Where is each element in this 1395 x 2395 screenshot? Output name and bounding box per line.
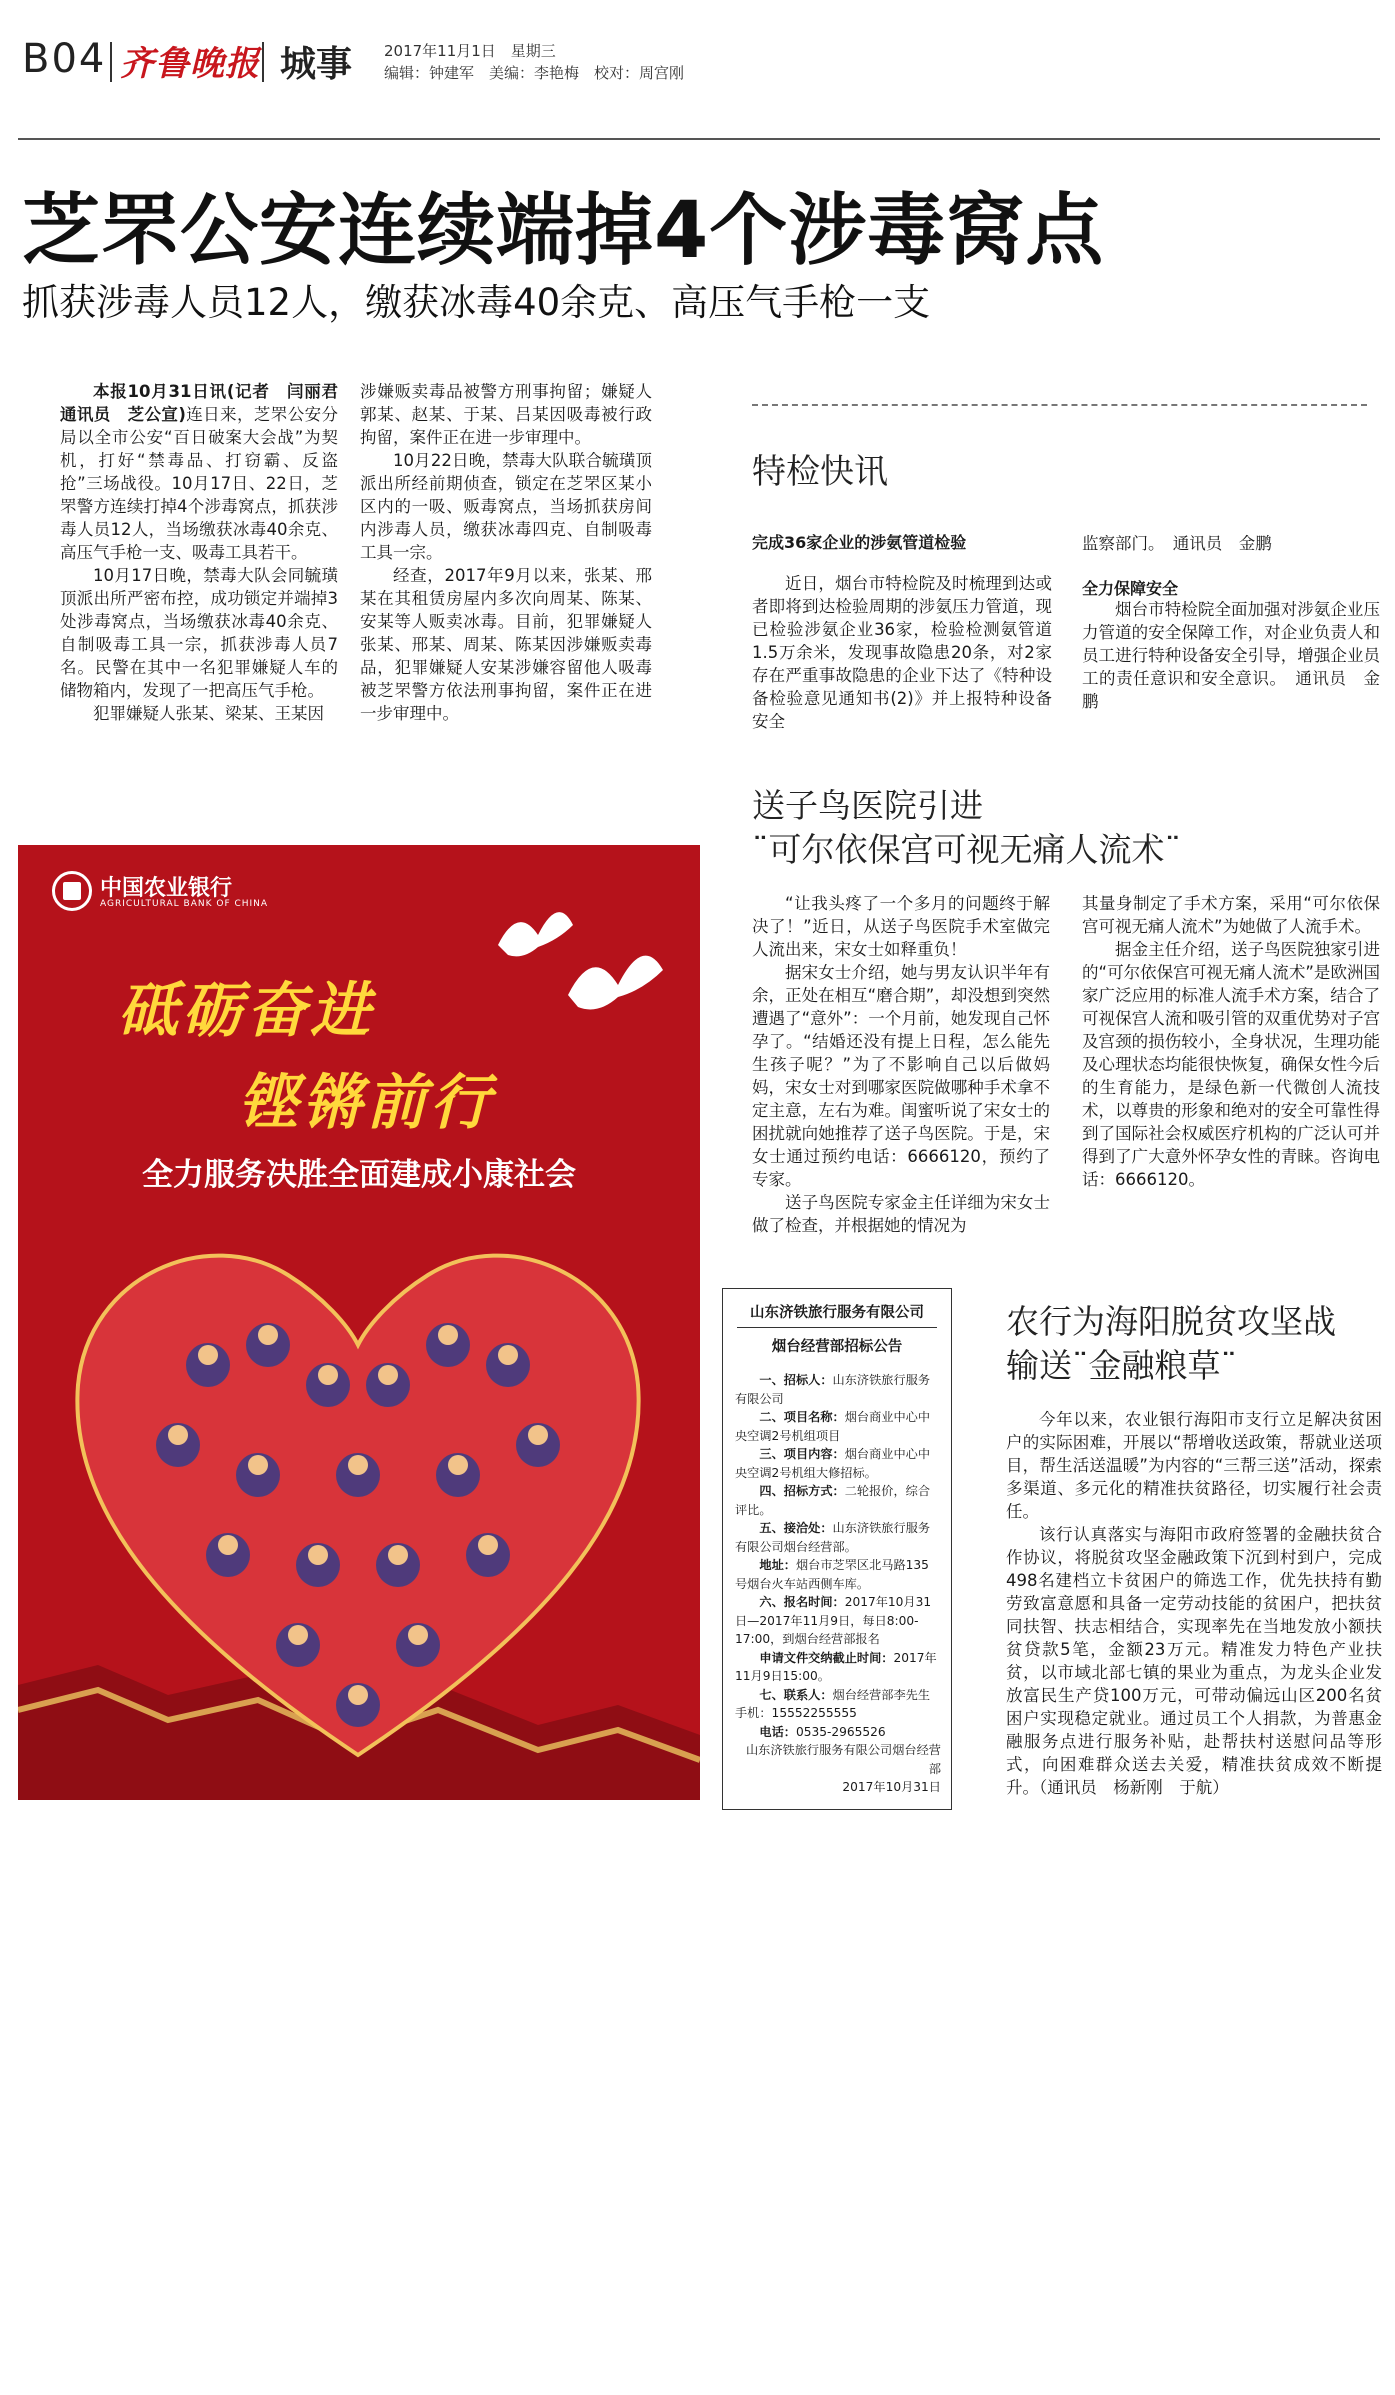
notice-item-label: 申请文件交纳截止时间： — [759, 1650, 894, 1665]
hospital-column-1 — [752, 892, 1050, 1237]
article-paragraph: 据金主任介绍，送子鸟医院独家引进的“可尔依保宫可视无痛人流术”是欧洲国家广泛应用的标准人流手术方案，结合了可视保宫人流和吸引管的双重优势对子宫及宫颈的损伤较小，全身状况，生理功能及心理状态均能很快恢复，确保女性今后的生育能力，是绿色新一代微创人流技术，以尊贵的形象和绝对的安全可靠性得到了国际社会权威医疗机构的广泛认可并得到了广大意外怀孕女性的青睐。咨询电话：6666120。 — [1082, 940, 1380, 1189]
article-paragraph: 10月17日晚，禁毒大队会同毓璜顶派出所严密布控，成功锁定并端掉3处涉毒窝点，当场缴获冰毒40余克、自制吸毒工具一宗，抓获涉毒人员7名。民警在其中一名犯罪嫌疑人车的储物箱内，发现了一把高压气手枪。 — [60, 566, 338, 700]
notice-body — [735, 1371, 941, 1797]
article-paragraph: 10月22日晚，禁毒大队联合毓璜顶派出所经前期侦查，锁定在芝罘区某小区内的一吸、贩毒窝点，当场抓获房间内涉毒人员，缴获冰毒四克、自制吸毒工具一宗。 — [360, 451, 652, 562]
abc-headline-line-1: 农行为海阳脱贫攻坚战 — [1006, 1302, 1336, 1341]
masthead-divider — [262, 42, 264, 82]
article-paragraph: 送子鸟医院专家金主任详细为宋女士做了检查，并根据她的情况为 — [752, 1193, 1050, 1235]
doves-icon — [478, 885, 668, 1045]
lead-headline: 芝罘公安连续端掉4个涉毒窝点 — [22, 186, 1105, 276]
newspaper-name: 齐鲁晚报 — [120, 44, 260, 84]
notice-item-text: 2017年10月31日—2017年11月9日，每日8:00-17:00，到烟台经营部报名 — [735, 1595, 932, 1646]
tender-notice — [722, 1288, 952, 1810]
article-paragraph: 烟台市特检院全面加强对涉氨企业压力管道的安全保障工作，对企业负责人和员工进行特种设备安全引导，增强企业员工的责任意识和安全意识。 通讯员 金鹏 — [1082, 600, 1380, 711]
notice-signature: 山东济铁旅行服务有限公司烟台经营部 — [746, 1743, 941, 1776]
notice-rule — [737, 1327, 937, 1328]
tejian-subheading: 完成36家企业的涉氨管道检验 — [752, 533, 967, 552]
notice-item — [735, 1723, 941, 1742]
notice-company: 山东济铁旅行服务有限公司 — [750, 1305, 924, 1321]
notice-item-label: 七、联系人： — [759, 1687, 833, 1702]
notice-item-label: 二、项目名称： — [759, 1410, 845, 1424]
ad-subslogan: 全力服务决胜全面建成小康社会 — [142, 1157, 576, 1193]
notice-item-label: 三、项目内容： — [759, 1447, 845, 1461]
lead-paragraph — [60, 380, 355, 564]
notice-item — [735, 1649, 941, 1686]
hospital-headline-line-1: 送子鸟医院引进 — [752, 786, 983, 825]
ad-slogan-line-2: 铿锵前行 — [238, 1068, 494, 1138]
article-paragraph: 据宋女士介绍，她与男友认识半年有余，正处在相互“磨合期”，却没想到突然遭遇了“意外”：一个月前，她发现自己怀孕了。“结婚还没有提上日程，怎么能先生孩子呢？”为了不影响自己以后做妈妈，宋女士对到哪家医院做哪种手术拿不定主意，左右为难。闺蜜听说了宋女士的困扰就向她推荐了送子鸟医院。于是，宋女士通过预约电话：6666120，预约了专家。 — [752, 963, 1050, 1189]
article-paragraph: 经查，2017年9月以来，张某、邢某在其租赁房屋内多次向周某、陈某、安某等人贩卖冰毒。目前，犯罪嫌疑人张某、邢某、周某、陈某因涉嫌贩卖毒品，犯罪嫌疑人安某涉嫌容留他人吸毒被芝罘警方依法刑事拘留，案件正在进一步审理中。 — [360, 566, 652, 723]
tejian-column-1 — [752, 572, 1052, 733]
article-paragraph: 犯罪嫌疑人张某、梁某、王某因 — [93, 704, 324, 723]
notice-item-label: 一、招标人： — [759, 1373, 833, 1387]
section-name: 城事 — [280, 44, 353, 85]
notice-item-text: 二轮报价，综合评比。 — [735, 1484, 931, 1517]
article-paragraph: 涉嫌贩卖毒品被警方刑事拘留；嫌疑人郭某、赵某、于某、吕某因吸毒被行政拘留，案件正在进一步审理中。 — [360, 382, 652, 447]
article-paragraph: 今年以来，农业银行海阳市支行立足解决贫困户的实际困难，开展以“帮增收送政策，帮就业送项目，帮生活送温暖”为内容的“三帮三送”活动，探索多渠道、多元化的精准扶贫路径，切实履行社会责任。 — [1006, 1410, 1382, 1521]
bank-logo-icon — [52, 871, 92, 911]
notice-item-text: 烟台市芝罘区北马路135号烟台火车站西侧车库。 — [735, 1558, 929, 1591]
lead-article-column-2 — [360, 380, 652, 725]
notice-item — [735, 1686, 941, 1723]
article-paragraph: 其量身制定了手术方案，采用“可尔依保宫可视无痛人流术”为她做了人流手术。 — [1082, 894, 1380, 936]
notice-item-text: 烟台商业中心中央空调2号机组项目 — [735, 1410, 931, 1443]
notice-item-label: 六、报名时间： — [759, 1595, 845, 1609]
bank-advertisement — [18, 845, 700, 1800]
notice-item-text: 烟台经营部李先生手机：15552255555 — [735, 1687, 931, 1720]
notice-item-text: 0535-2965526 — [795, 1724, 886, 1739]
notice-item-label: 四、招标方式： — [759, 1484, 845, 1498]
lead-subhead: 抓获涉毒人员12人，缴获冰毒40余克、高压气手枪一支 — [22, 281, 931, 324]
notice-item — [735, 1445, 941, 1482]
abc-article-column — [1006, 1408, 1382, 1799]
notice-item — [735, 1482, 941, 1519]
bank-logo-mark — [63, 882, 81, 900]
abc-headline-line-2: 输送¨金融粮草¨ — [1006, 1346, 1237, 1385]
article-paragraph: 该行认真落实与海阳市政府签署的金融扶贫合作协议，将脱贫攻坚金融政策下沉到村到户，完成498名建档立卡贫困户的筛选工作，优先扶持有勤劳致富意愿和具备一定劳动技能的贫困户，把扶贫同扶智、扶志相结合，实现率先在当地发放小额扶贫贷款5笔，金额23万元。精准发力特色产业扶贫，以市域北部七镇的果业为重点，为龙头企业发放富民生产贷100万元，可带动偏远山区200名贫困户实现稳定就业。通过员工个人捐款，为普惠金融服务点进行服务补贴，赴帮扶村送慰问品等形式，向困难群众送去关爱，精准扶贫成效不断提升。（通讯员 杨新刚 于航） — [1006, 1525, 1382, 1797]
lead-paragraph-text: 连日来，芝罘公安分局以全市公安“百日破案大会战”为契机，打好“禁毒品、打窃霸、反盗抢”三场战役。10月17日、22日，芝罘警方连续打掉4个涉毒窝点，抓获涉毒人员12人，当场缴获冰毒40余克、高压气手枪一支、吸毒工具若干。 — [60, 405, 339, 562]
section-divider — [752, 404, 1367, 406]
notice-item-text: 2017年11月9日15:00。 — [735, 1650, 937, 1683]
page-number: B04 — [22, 36, 107, 82]
tejian-title: 特检快讯 — [752, 452, 888, 492]
masthead-rule — [18, 138, 1380, 140]
bank-name-english: AGRICULTURAL BANK OF CHINA — [100, 899, 269, 909]
notice-item — [735, 1519, 941, 1556]
article-paragraph: 近日，烟台市特检院及时梳理到达或者即将到达检验周期的涉氨压力管道，现已检验涉氨企业36家，检验检测氨管道1.5万余米，发现事故隐患20条，对2家存在严重事故隐患的企业下达了《特种设备检验意见通知书(2)》并上报特种设备安全 — [752, 574, 1052, 731]
notice-item-label: 电话： — [759, 1724, 796, 1739]
hospital-column-2 — [1082, 892, 1380, 1191]
notice-item-text: 烟台商业中心中央空调2号机组大修招标。 — [735, 1447, 931, 1480]
ad-slogan-line-1: 砥砺奋进 — [118, 976, 374, 1046]
notice-item — [735, 1371, 941, 1408]
tejian-column-2 — [1082, 598, 1380, 713]
masthead-divider — [110, 42, 112, 82]
notice-item — [735, 1593, 941, 1649]
editor-credits: 编辑：钟建军 美编：李艳梅 校对：周宫刚 — [384, 64, 685, 82]
dateline: 本报10月31日讯(记者 闫丽君 通讯员 芝公宣) — [60, 382, 355, 424]
notice-item — [735, 1556, 941, 1593]
notice-date: 2017年10月31日 — [842, 1780, 941, 1794]
notice-title: 烟台经营部招标公告 — [771, 1339, 903, 1355]
notice-item-label: 地址： — [759, 1558, 796, 1572]
tejian-subheading: 全力保障安全 — [1082, 579, 1179, 598]
notice-item-label: 五、接洽处： — [759, 1521, 833, 1535]
notice-item-text: 山东济铁旅行服务有限公司烟台经营部。 — [735, 1521, 931, 1554]
notice-item-text: 山东济铁旅行服务有限公司 — [735, 1373, 931, 1406]
article-paragraph: “让我头疼了一个多月的问题终于解决了！”近日，从送子鸟医院手术室做完人流出来，宋女士如释重负！ — [752, 894, 1050, 959]
tejian-continuation: 监察部门。 通讯员 金鹏 — [1082, 534, 1272, 553]
issue-date: 2017年11月1日 星期三 — [384, 42, 556, 60]
lead-article-column-1 — [60, 380, 355, 725]
bank-name: 中国农业银行 — [100, 876, 233, 901]
notice-item — [735, 1408, 941, 1445]
heart-of-people-illustration — [58, 1215, 658, 1775]
hospital-headline-line-2: ¨可尔依保宫可视无痛人流术¨ — [752, 830, 1181, 869]
